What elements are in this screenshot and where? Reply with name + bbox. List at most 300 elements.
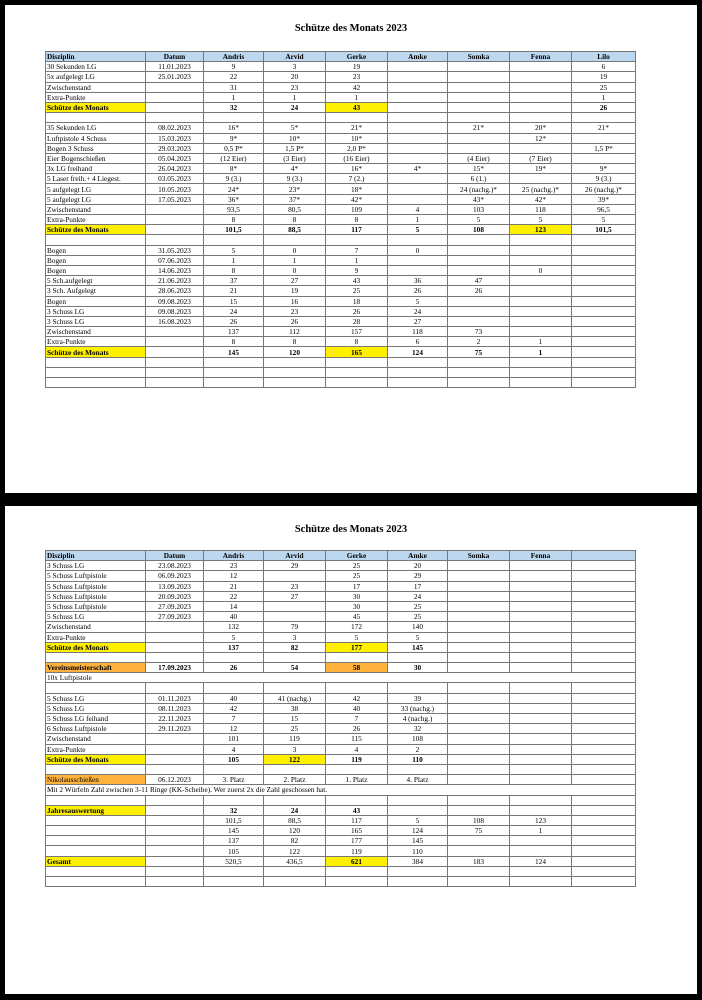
table-row xyxy=(46,153,636,163)
value-cell xyxy=(264,877,326,887)
label-cell xyxy=(46,113,146,123)
value-cell xyxy=(448,316,510,326)
value-cell: 16* xyxy=(326,164,388,174)
label-cell: 5 Sch.aufgelegt xyxy=(46,276,146,286)
value-cell: 384 xyxy=(388,856,448,866)
table-row xyxy=(46,143,636,153)
value-cell: 172 xyxy=(326,622,388,632)
value-cell: 1 xyxy=(572,92,636,102)
value-cell xyxy=(448,693,510,703)
value-cell xyxy=(572,153,636,163)
label-cell: Schütze des Monats xyxy=(46,347,146,357)
label-cell: 6 Schuss Luftpistole xyxy=(46,724,146,734)
value-cell xyxy=(146,235,204,245)
value-cell: 28.06.2023 xyxy=(146,286,204,296)
table-row xyxy=(46,652,636,662)
value-cell xyxy=(572,337,636,347)
value-cell xyxy=(572,652,636,662)
value-cell: 117 xyxy=(326,225,388,235)
value-cell: 01.11.2023 xyxy=(146,693,204,703)
label-cell: Gesamt xyxy=(46,856,146,866)
value-cell xyxy=(572,795,636,805)
value-cell: 124 xyxy=(510,856,572,866)
value-cell xyxy=(388,62,448,72)
label-cell: Extra-Punkte xyxy=(46,744,146,754)
label-cell: Bogen xyxy=(46,296,146,306)
value-cell xyxy=(146,815,204,825)
value-cell: 8 xyxy=(204,215,264,225)
value-cell: 43 xyxy=(326,276,388,286)
value-cell xyxy=(510,622,572,632)
value-cell: 137 xyxy=(204,642,264,652)
label-cell xyxy=(46,826,146,836)
value-cell xyxy=(510,102,572,112)
value-cell: 17 xyxy=(326,581,388,591)
value-cell: 105 xyxy=(204,754,264,764)
value-cell: 19 xyxy=(326,62,388,72)
value-cell: 7 xyxy=(204,714,264,724)
value-cell xyxy=(146,632,204,642)
value-cell xyxy=(388,357,448,367)
value-cell xyxy=(146,805,204,815)
value-cell xyxy=(572,693,636,703)
value-cell xyxy=(510,571,572,581)
value-cell xyxy=(572,245,636,255)
value-cell xyxy=(510,866,572,876)
value-cell xyxy=(146,866,204,876)
value-cell: 12* xyxy=(510,133,572,143)
value-cell: 0 xyxy=(388,245,448,255)
value-cell: 27 xyxy=(388,316,448,326)
value-cell: 27 xyxy=(264,276,326,286)
value-cell xyxy=(448,72,510,82)
value-cell xyxy=(388,123,448,133)
value-cell xyxy=(572,133,636,143)
value-cell: 24 xyxy=(264,805,326,815)
value-cell: 10* xyxy=(326,133,388,143)
value-cell: 436,5 xyxy=(264,856,326,866)
value-cell xyxy=(388,877,448,887)
page-title: Schütze des Monats 2023 xyxy=(294,524,408,535)
value-cell xyxy=(326,764,388,774)
value-cell xyxy=(572,612,636,622)
value-cell: 06.09.2023 xyxy=(146,571,204,581)
value-cell xyxy=(448,581,510,591)
value-cell xyxy=(388,92,448,102)
value-cell: Andris xyxy=(204,551,264,561)
value-cell: 28 xyxy=(326,316,388,326)
table-row xyxy=(46,877,636,887)
value-cell xyxy=(388,235,448,245)
value-cell: 88,5 xyxy=(264,225,326,235)
value-cell: 110 xyxy=(388,846,448,856)
value-cell xyxy=(204,113,264,123)
table-row xyxy=(46,622,636,632)
note-cell: 10x Luftpistole xyxy=(46,673,636,683)
value-cell: 23 xyxy=(264,82,326,92)
value-cell xyxy=(326,378,388,388)
value-cell: (7 Eier) xyxy=(510,153,572,163)
label-cell xyxy=(46,764,146,774)
value-cell: 25 xyxy=(572,82,636,92)
value-cell xyxy=(572,601,636,611)
value-cell: 73 xyxy=(448,327,510,337)
value-cell: 17 xyxy=(388,581,448,591)
value-cell: 21* xyxy=(326,123,388,133)
value-cell xyxy=(146,102,204,112)
value-cell: 1 xyxy=(204,92,264,102)
value-cell: 37 xyxy=(204,276,264,286)
value-cell: 38 xyxy=(264,703,326,713)
label-cell: Luftpistole 4 Schuss xyxy=(46,133,146,143)
page-title: Schütze des Monats 2023 xyxy=(294,23,408,34)
value-cell: 26.04.2023 xyxy=(146,164,204,174)
value-cell: 5 xyxy=(388,296,448,306)
value-cell xyxy=(448,764,510,774)
table-row xyxy=(46,378,636,388)
label-cell xyxy=(46,683,146,693)
value-cell xyxy=(146,856,204,866)
value-cell xyxy=(448,652,510,662)
value-cell: (3 Eier) xyxy=(264,153,326,163)
value-cell xyxy=(510,378,572,388)
label-cell: 5 Schuss Luftpistole xyxy=(46,591,146,601)
value-cell: 24 xyxy=(204,306,264,316)
value-cell xyxy=(572,265,636,275)
value-cell: 24 xyxy=(388,306,448,316)
value-cell: 145 xyxy=(204,826,264,836)
label-cell: Disziplin xyxy=(46,551,146,561)
value-cell xyxy=(448,62,510,72)
value-cell: 26 (nachg.)* xyxy=(572,184,636,194)
value-cell: 24 (nachg.)* xyxy=(448,184,510,194)
value-cell: 2 xyxy=(388,744,448,754)
value-cell xyxy=(326,866,388,876)
value-cell: Datum xyxy=(146,52,204,62)
value-cell: 9 xyxy=(326,265,388,275)
value-cell xyxy=(448,102,510,112)
value-cell: 3 xyxy=(264,632,326,642)
value-cell xyxy=(264,571,326,581)
value-cell: 26 xyxy=(572,102,636,112)
value-cell xyxy=(264,612,326,622)
value-cell xyxy=(146,357,204,367)
value-cell: 26 xyxy=(326,306,388,316)
table-row xyxy=(46,357,636,367)
label-cell: 5 Schuss Luftpistole xyxy=(46,571,146,581)
value-cell: 122 xyxy=(264,754,326,764)
value-cell xyxy=(204,866,264,876)
value-cell: 6 xyxy=(572,62,636,72)
value-cell xyxy=(204,367,264,377)
value-cell: 0 xyxy=(510,265,572,275)
value-cell xyxy=(510,795,572,805)
value-cell xyxy=(510,92,572,102)
value-cell: 42* xyxy=(326,194,388,204)
value-cell: 2,0 P* xyxy=(326,143,388,153)
value-cell: 37* xyxy=(264,194,326,204)
value-cell xyxy=(388,683,448,693)
value-cell: 0 xyxy=(264,265,326,275)
value-cell xyxy=(572,856,636,866)
value-cell: 29 xyxy=(388,571,448,581)
value-cell: 25 xyxy=(388,612,448,622)
value-cell xyxy=(448,92,510,102)
value-cell: 33 (nachg.) xyxy=(388,703,448,713)
label-cell: 3 Schuss LG xyxy=(46,316,146,326)
table-row xyxy=(46,856,636,866)
value-cell: 8 xyxy=(326,215,388,225)
value-cell xyxy=(572,622,636,632)
value-cell xyxy=(572,724,636,734)
value-cell xyxy=(510,724,572,734)
value-cell: 24 xyxy=(264,102,326,112)
label-cell: Extra-Punkte xyxy=(46,337,146,347)
label-cell: Vereinsmeisterschaft xyxy=(46,663,146,673)
value-cell xyxy=(572,306,636,316)
value-cell: 42 xyxy=(204,703,264,713)
value-cell: Amke xyxy=(388,551,448,561)
value-cell: 112 xyxy=(264,327,326,337)
value-cell: 16 xyxy=(264,296,326,306)
score-table xyxy=(45,550,636,887)
value-cell xyxy=(204,378,264,388)
value-cell xyxy=(572,836,636,846)
value-cell: 15.03.2023 xyxy=(146,133,204,143)
table-row xyxy=(46,347,636,357)
value-cell: 11.01.2023 xyxy=(146,62,204,72)
value-cell: 137 xyxy=(204,327,264,337)
value-cell: 5 xyxy=(204,245,264,255)
table-row xyxy=(46,734,636,744)
table-row xyxy=(46,561,636,571)
label-cell: Extra-Punkte xyxy=(46,215,146,225)
value-cell: 26 xyxy=(326,724,388,734)
value-cell xyxy=(146,327,204,337)
table-row xyxy=(46,612,636,622)
value-cell: 22 xyxy=(204,72,264,82)
value-cell: 05.04.2023 xyxy=(146,153,204,163)
value-cell: 40 xyxy=(204,612,264,622)
label-cell: 3 Schuss LG xyxy=(46,306,146,316)
table-row xyxy=(46,632,636,642)
value-cell xyxy=(448,571,510,581)
value-cell xyxy=(448,378,510,388)
value-cell xyxy=(146,82,204,92)
label-cell: 5 aufgelegt LG xyxy=(46,194,146,204)
value-cell: Amke xyxy=(388,52,448,62)
table-row xyxy=(46,764,636,774)
value-cell xyxy=(448,642,510,652)
value-cell xyxy=(264,601,326,611)
value-cell xyxy=(146,846,204,856)
value-cell xyxy=(388,153,448,163)
label-cell: Schütze des Monats xyxy=(46,642,146,652)
table-row xyxy=(46,703,636,713)
value-cell: 101,5 xyxy=(204,225,264,235)
value-cell xyxy=(448,591,510,601)
value-cell xyxy=(146,683,204,693)
table-row xyxy=(46,92,636,102)
table-row xyxy=(46,215,636,225)
value-cell: 5 xyxy=(388,815,448,825)
value-cell xyxy=(510,836,572,846)
label-cell xyxy=(46,846,146,856)
value-cell xyxy=(146,652,204,662)
value-cell xyxy=(572,805,636,815)
value-cell xyxy=(146,113,204,123)
value-cell xyxy=(510,62,572,72)
value-cell xyxy=(510,276,572,286)
value-cell xyxy=(572,591,636,601)
table-row xyxy=(46,805,636,815)
label-cell: Schütze des Monats xyxy=(46,102,146,112)
value-cell: 25 xyxy=(326,561,388,571)
value-cell: 2 xyxy=(448,337,510,347)
label-cell: Disziplin xyxy=(46,52,146,62)
value-cell xyxy=(264,866,326,876)
value-cell: 5 xyxy=(572,215,636,225)
label-cell: 35 Sekunden LG xyxy=(46,123,146,133)
value-cell xyxy=(146,754,204,764)
value-cell xyxy=(326,683,388,693)
value-cell: 43 xyxy=(326,102,388,112)
table-row xyxy=(46,836,636,846)
table-row xyxy=(46,316,636,326)
value-cell xyxy=(510,113,572,123)
value-cell: 4 xyxy=(204,744,264,754)
value-cell xyxy=(510,775,572,785)
value-cell: 20.09.2023 xyxy=(146,591,204,601)
value-cell xyxy=(204,877,264,887)
value-cell xyxy=(388,113,448,123)
value-cell xyxy=(510,561,572,571)
value-cell: 118 xyxy=(510,204,572,214)
value-cell xyxy=(572,327,636,337)
value-cell xyxy=(572,296,636,306)
value-cell xyxy=(572,235,636,245)
label-cell: 5 Schuss LG xyxy=(46,703,146,713)
table-row xyxy=(46,194,636,204)
label-cell xyxy=(46,866,146,876)
score-table xyxy=(45,51,636,388)
value-cell: 15 xyxy=(264,714,326,724)
value-cell xyxy=(510,663,572,673)
value-cell xyxy=(510,367,572,377)
value-cell xyxy=(388,378,448,388)
value-cell: 25 xyxy=(388,601,448,611)
value-cell: 1 xyxy=(204,255,264,265)
table-row xyxy=(46,62,636,72)
value-cell: 8 xyxy=(264,337,326,347)
value-cell: 140 xyxy=(388,622,448,632)
value-cell: 6 xyxy=(388,337,448,347)
value-cell xyxy=(388,265,448,275)
value-cell: 23 xyxy=(326,72,388,82)
value-cell xyxy=(448,744,510,754)
value-cell: Gerke xyxy=(326,551,388,561)
value-cell: 183 xyxy=(448,856,510,866)
value-cell: 30 xyxy=(326,591,388,601)
value-cell: 4 xyxy=(326,744,388,754)
value-cell: 31.05.2023 xyxy=(146,245,204,255)
value-cell: 32 xyxy=(204,102,264,112)
label-cell xyxy=(46,378,146,388)
value-cell xyxy=(448,734,510,744)
value-cell xyxy=(572,815,636,825)
value-cell xyxy=(510,357,572,367)
value-cell: 1,5 P* xyxy=(572,143,636,153)
value-cell xyxy=(326,235,388,245)
value-cell: 22 xyxy=(204,591,264,601)
table-row xyxy=(46,204,636,214)
value-cell: 9 (3.) xyxy=(204,174,264,184)
table-row xyxy=(46,296,636,306)
value-cell xyxy=(388,143,448,153)
value-cell xyxy=(572,642,636,652)
value-cell xyxy=(264,235,326,245)
value-cell xyxy=(510,581,572,591)
table-row xyxy=(46,123,636,133)
value-cell: 108 xyxy=(388,734,448,744)
value-cell: 4. Platz xyxy=(388,775,448,785)
value-cell: 07.06.2023 xyxy=(146,255,204,265)
value-cell: Datum xyxy=(146,551,204,561)
value-cell xyxy=(448,601,510,611)
value-cell xyxy=(510,143,572,153)
value-cell xyxy=(572,714,636,724)
value-cell: 101,5 xyxy=(204,815,264,825)
value-cell xyxy=(572,347,636,357)
value-cell: 19* xyxy=(510,164,572,174)
value-cell xyxy=(572,826,636,836)
value-cell: Fenna xyxy=(510,52,572,62)
value-cell: 21.06.2023 xyxy=(146,276,204,286)
table-row xyxy=(46,744,636,754)
table-row xyxy=(46,133,636,143)
value-cell xyxy=(572,744,636,754)
value-cell: 96,5 xyxy=(572,204,636,214)
value-cell xyxy=(448,836,510,846)
table-row xyxy=(46,286,636,296)
label-cell: 3x LG freihand xyxy=(46,164,146,174)
value-cell: 36* xyxy=(204,194,264,204)
table-row xyxy=(46,642,636,652)
value-cell: Andris xyxy=(204,52,264,62)
value-cell xyxy=(510,316,572,326)
value-cell: 124 xyxy=(388,826,448,836)
label-cell: 5 aufgelegt LG xyxy=(46,184,146,194)
value-cell xyxy=(510,693,572,703)
table-row xyxy=(46,174,636,184)
value-cell: 8 xyxy=(326,337,388,347)
value-cell xyxy=(572,357,636,367)
value-cell: 26 xyxy=(204,663,264,673)
value-cell xyxy=(204,795,264,805)
table-row xyxy=(46,164,636,174)
value-cell xyxy=(448,754,510,764)
value-cell: 79 xyxy=(264,622,326,632)
value-cell: 108 xyxy=(448,225,510,235)
value-cell xyxy=(572,276,636,286)
value-cell xyxy=(388,133,448,143)
label-cell: Eier Bogenschießen xyxy=(46,153,146,163)
table-row xyxy=(46,255,636,265)
value-cell: 5 xyxy=(448,215,510,225)
value-cell: 15 xyxy=(204,296,264,306)
value-cell xyxy=(510,714,572,724)
value-cell xyxy=(146,764,204,774)
